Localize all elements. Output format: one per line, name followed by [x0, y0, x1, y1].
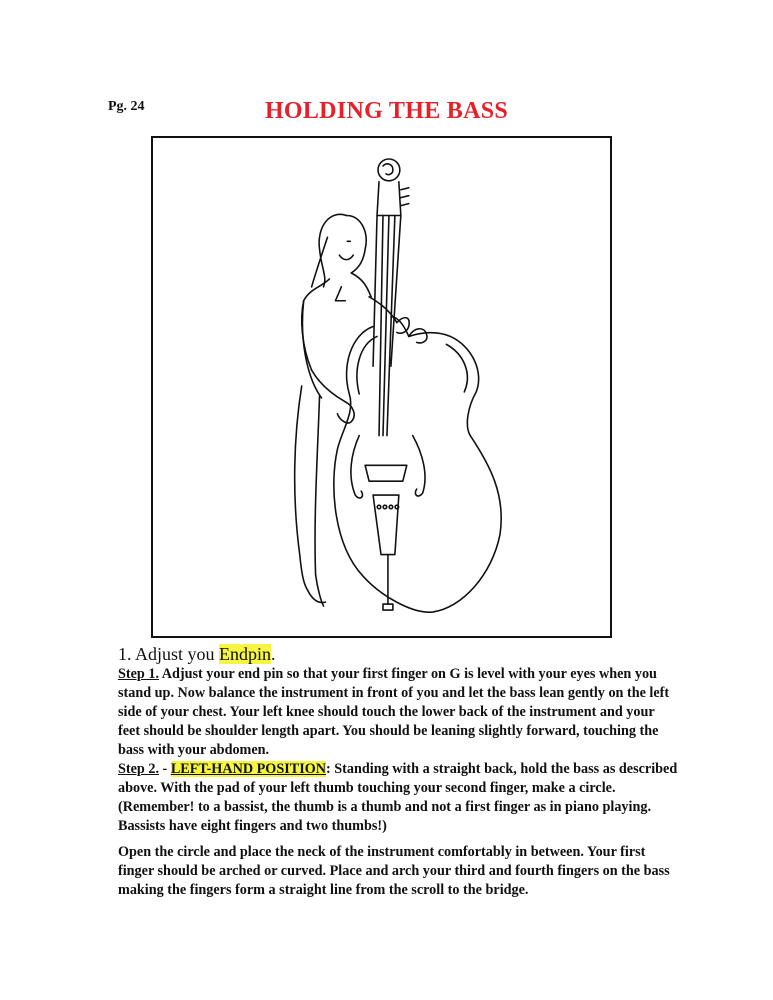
double-bass-player-illustration [153, 138, 610, 636]
endpin-highlight: Endpin [219, 644, 272, 664]
step1-label: Step 1. [118, 666, 159, 682]
paragraph3: Open the circle and place the neck of the instrument comfortably in between. Your first finger should be arched or curved. Place and arch your third and fourth fingers on the bass making the fingers form a straight line from the scroll to the bridge. [118, 844, 670, 898]
step1-paragraph [118, 665, 678, 760]
step2-paragraph [118, 760, 678, 836]
step2-text: : Standing with a straight back, hold the bass as described above. With the pad of your left thumb touching your second finger, make a circle. (Remember! to a bassist, the thumb is a thumb and not a first finger as in piano playing. Bassists have eight fingers and two thumbs!) [118, 761, 678, 834]
step2-label: Step 2. [118, 761, 159, 777]
figure-frame [151, 136, 612, 638]
instructions-text [118, 643, 678, 900]
step2-dash: - [159, 761, 171, 777]
page-number: Pg. 24 [108, 99, 145, 114]
page-title: HOLDING THE BASS [264, 98, 509, 124]
section-heading-prefix: 1. Adjust you [118, 644, 220, 664]
step1-text: Adjust your end pin so that your first finger on G is level with your eyes when you stand up. Now balance the instrument in front of you and let the bass lean gently on the left side of your chest. Your left knee should touch the lower back of the instrument and your feet should be shoulder length apart. You should be leaning slightly forward, touching the bass with your abdomen. [118, 666, 670, 758]
left-hand-position-highlight: LEFT-HAND POSITION [170, 761, 327, 777]
section-heading [118, 643, 678, 665]
section-heading-suffix: . [271, 644, 276, 664]
